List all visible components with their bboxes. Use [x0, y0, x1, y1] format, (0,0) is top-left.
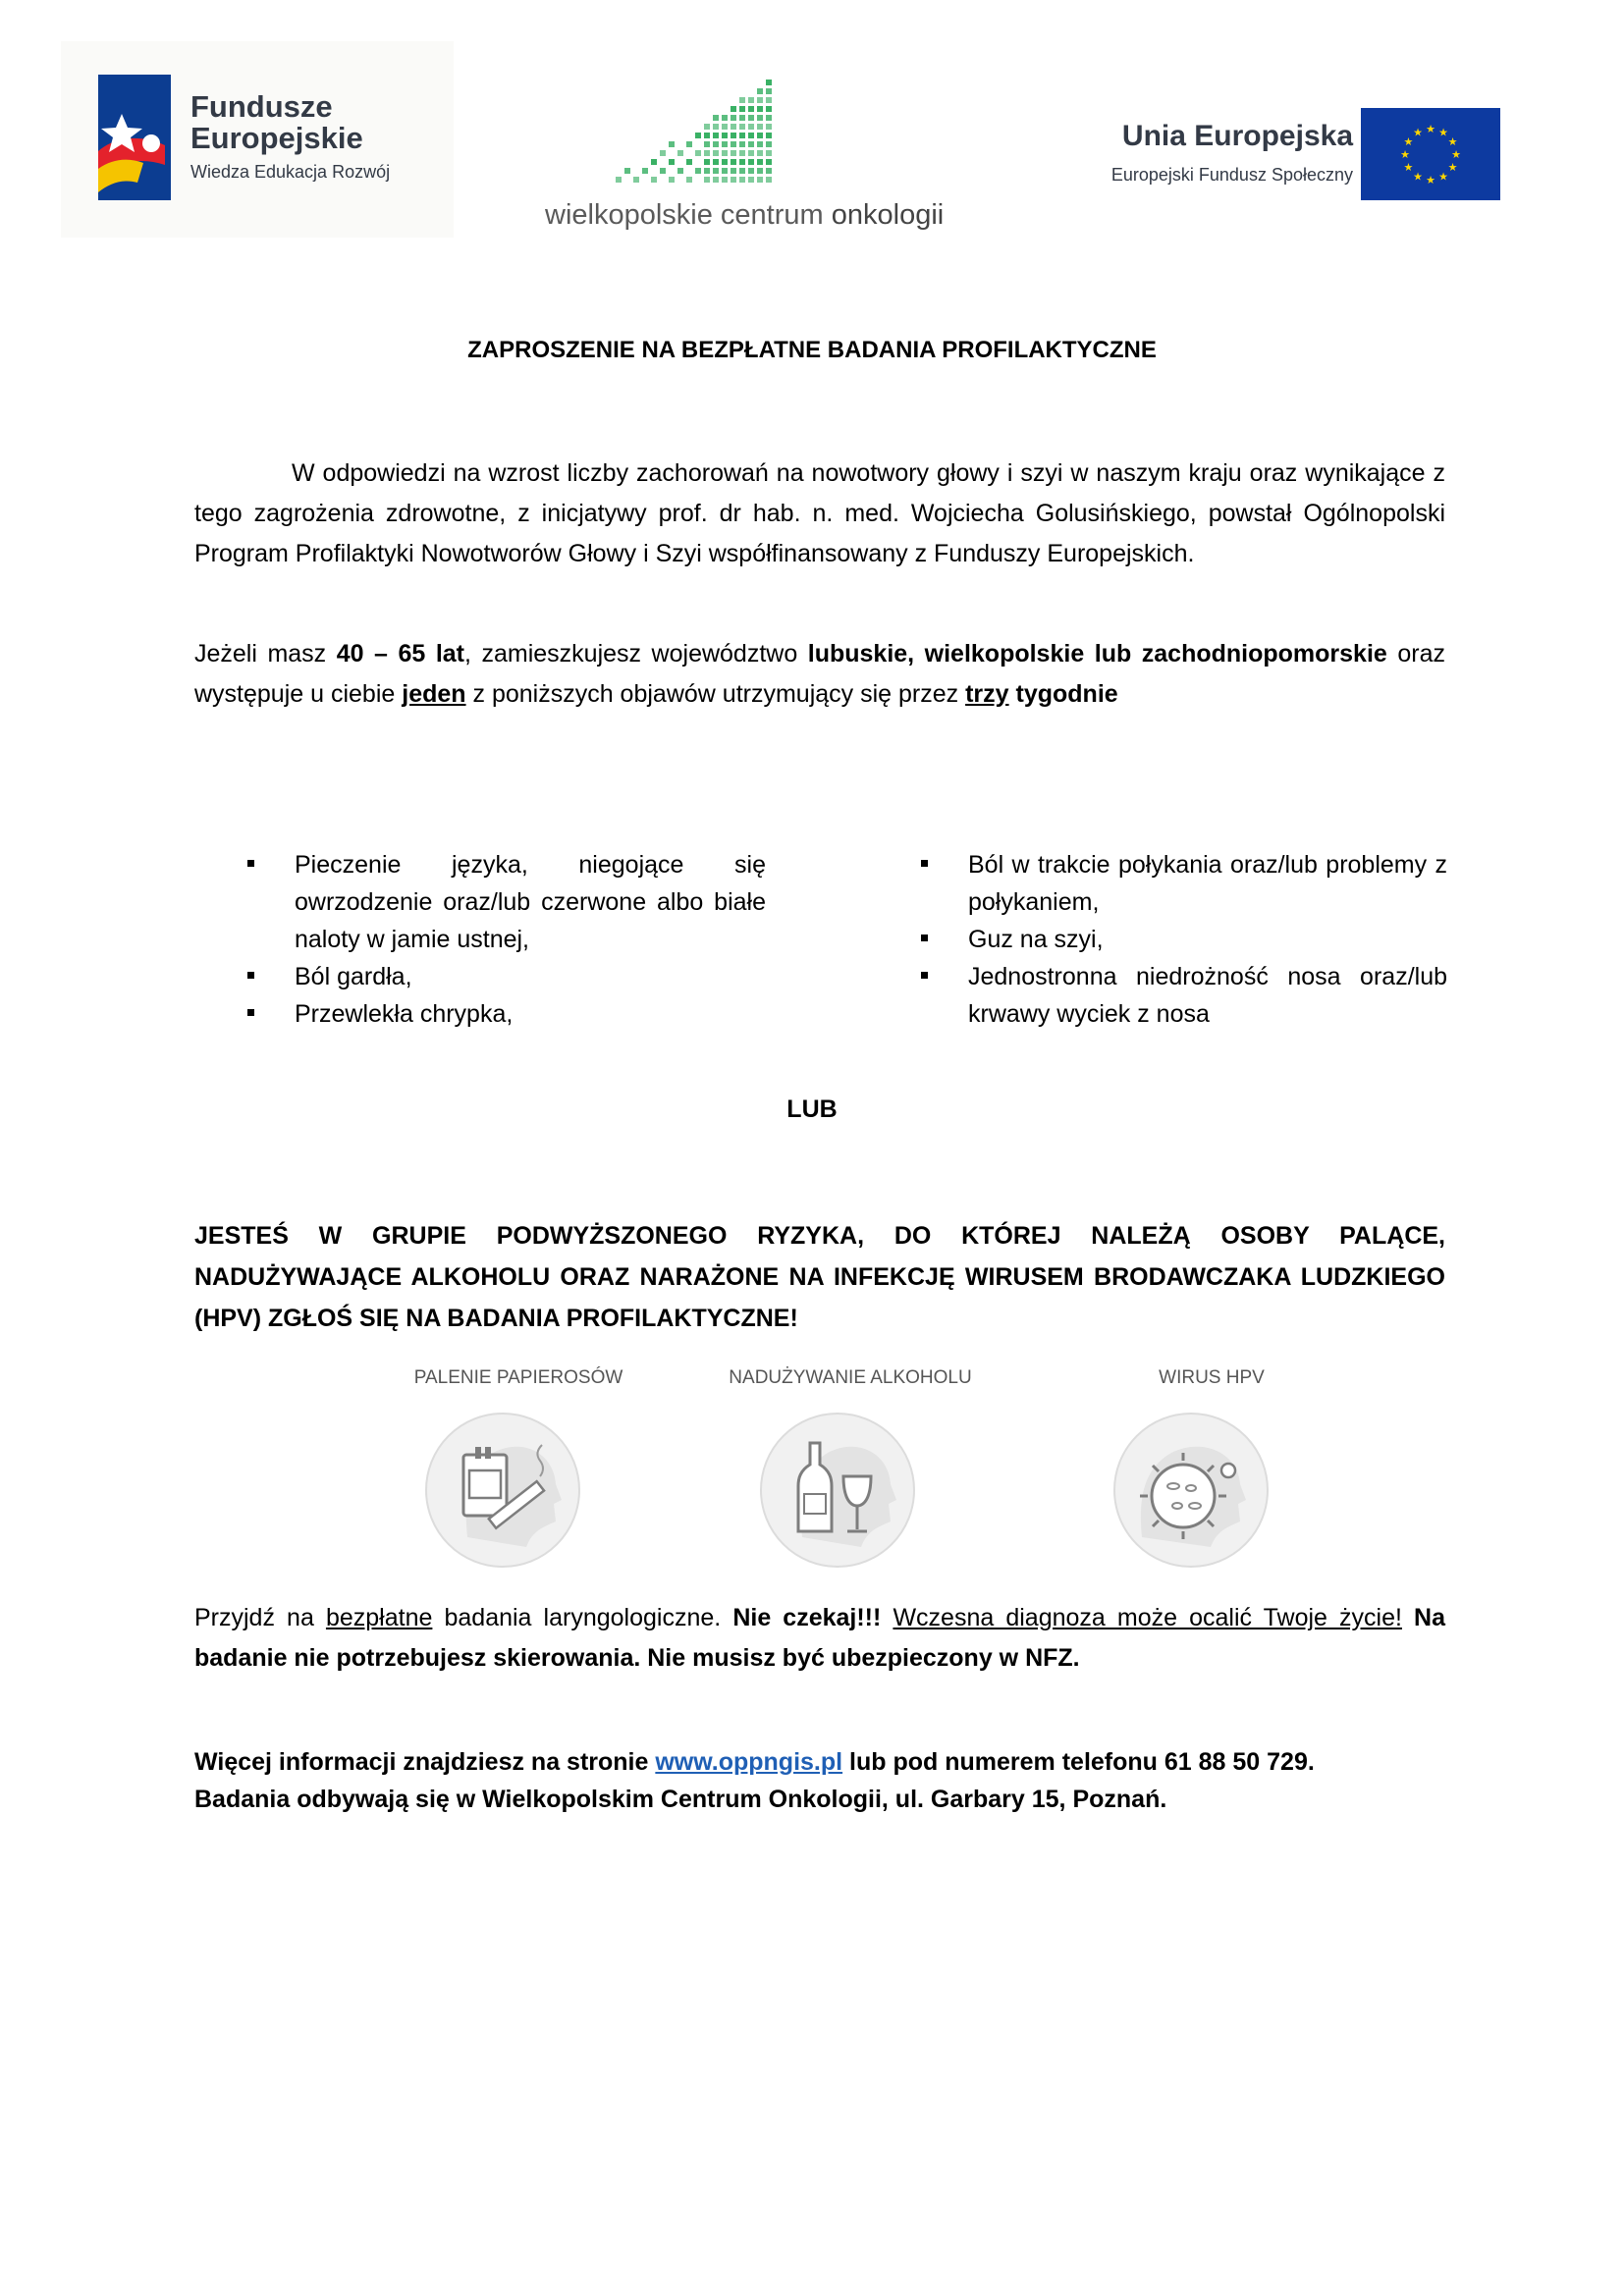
wco-pixel [739, 177, 745, 183]
wco-pixel [686, 177, 692, 183]
eu-flag-icon [1361, 108, 1500, 200]
criteria-regions: lubuskie, wielkopolskie lub [807, 640, 1132, 667]
wco-pixel [642, 168, 648, 174]
wco-pixel [722, 159, 728, 165]
wco-pixel [757, 159, 763, 165]
wco-pixel [748, 106, 754, 112]
wco-pixel [731, 159, 736, 165]
wco-pixel [669, 177, 675, 183]
eu-star-icon: ★ [1426, 124, 1435, 135]
wco-pixel [748, 115, 754, 121]
criteria-age: 40 – 65 lat [336, 640, 464, 667]
risk-label-alcohol: NADUŻYWANIE ALKOHOLU [729, 1367, 972, 1388]
criteria-weeks: tygodnie [1015, 680, 1118, 708]
wco-pixel [748, 97, 754, 103]
criteria-one: jeden [402, 680, 466, 708]
list-item: Pieczenie języka, niegojące się owrzodzenie oraz/lub czerwone albo białe naloty w jamie ustnej, [247, 846, 766, 958]
wco-pixel [739, 168, 745, 174]
list-item: Ból w trakcie połykania oraz/lub problemy z połykaniem, [921, 846, 1447, 921]
eu-star-icon: ★ [1426, 175, 1435, 187]
wco-pixel [766, 168, 772, 174]
cta-text: badania laryngologiczne. [444, 1604, 722, 1631]
wco-pixel [757, 115, 763, 121]
list-item: Przewlekła chrypka, [247, 995, 766, 1033]
fundusze-europejskie-logo [61, 41, 454, 238]
wco-pixel [695, 150, 701, 156]
wco-pixel [739, 141, 745, 147]
wco-pixel [766, 115, 772, 121]
wco-pixel [739, 159, 745, 165]
wco-pixel [731, 115, 736, 121]
wco-pixel [748, 159, 754, 165]
wco-pixel [766, 124, 772, 130]
website-link[interactable]: www.oppngis.pl [655, 1748, 843, 1776]
list-item: Ból gardła, [247, 958, 766, 995]
criteria-text: , zamieszkujesz województwo [464, 640, 798, 667]
wco-pixel [669, 159, 675, 165]
fe-flag-icon [94, 75, 171, 200]
wco-pixel [633, 177, 639, 183]
wco-pixel [757, 106, 763, 112]
wco-pixel [731, 133, 736, 138]
wco-pixel [731, 106, 736, 112]
smoking-icon [424, 1410, 581, 1571]
wco-pixel [766, 80, 772, 85]
wco-pixel [731, 168, 736, 174]
wco-pixel [739, 106, 745, 112]
contact-text: Więcej informacji znajdziesz na stronie [194, 1748, 649, 1776]
wco-pixel [677, 168, 683, 174]
criteria-text: z poniższych objawów utrzymujący się przez [472, 680, 959, 708]
wco-pixel [766, 133, 772, 138]
contact-address: Badania odbywają się w Wielkopolskim Centrum Onkologii, ul. Garbary 15, Poznań. [194, 1786, 1167, 1813]
eu-star-icon: ★ [1413, 127, 1423, 139]
criteria-text: Jeżeli masz [194, 640, 327, 667]
eu-star-icon: ★ [1447, 136, 1458, 148]
wco-pixel [704, 141, 710, 147]
wco-pixel [766, 141, 772, 147]
eu-star-icon: ★ [1403, 136, 1414, 148]
wco-pixel [757, 141, 763, 147]
contact-phone: lub pod numerem telefonu 61 88 50 729. [849, 1748, 1315, 1776]
cta-early-diagnosis: Wczesna diagnoza może ocalić Twoje życie! [893, 1604, 1402, 1631]
eu-star-icon: ★ [1451, 149, 1461, 161]
list-item: Jednostronna niedrożność nosa oraz/lub krwawy wyciek z nosa [921, 958, 1447, 1033]
wco-logo-text [545, 199, 944, 232]
wco-pixel [704, 150, 710, 156]
wco-pixel [722, 124, 728, 130]
wco-pixel [660, 168, 666, 174]
wco-pixel [722, 133, 728, 138]
risk-label-hpv: WIRUS HPV [1159, 1367, 1265, 1388]
wco-pixel [722, 141, 728, 147]
wco-pixel [766, 159, 772, 165]
wco-logo-text-bold: onkologii [831, 199, 945, 231]
virus-icon [1112, 1410, 1270, 1571]
wco-pixel [766, 97, 772, 103]
criteria-regions: zachodniopomorskie [1141, 640, 1387, 667]
wco-pixel [660, 150, 666, 156]
eu-star-icon: ★ [1403, 162, 1414, 174]
wco-pixel [686, 141, 692, 147]
wco-pixel [748, 141, 754, 147]
eu-star-icon: ★ [1413, 171, 1423, 184]
fe-logo-line2: Europejskie [190, 121, 363, 155]
wco-pixel [748, 124, 754, 130]
wco-pixel [739, 97, 745, 103]
wco-pixel [731, 124, 736, 130]
list-item: Guz na szyi, [921, 921, 1447, 958]
cta-paragraph [194, 1598, 1445, 1679]
wco-pixel [651, 177, 657, 183]
wco-pixel [748, 168, 754, 174]
wco-pixel [704, 177, 710, 183]
wco-pixel [739, 133, 745, 138]
wco-pixel [651, 159, 657, 165]
wco-pixel [704, 124, 710, 130]
criteria-three: trzy [965, 680, 1009, 708]
wco-pixel [748, 133, 754, 138]
risk-label-smoking: PALENIE PAPIEROSÓW [413, 1367, 623, 1388]
wco-pixel [739, 124, 745, 130]
cta-text: Przyjdź na [194, 1604, 314, 1631]
wco-pixel [757, 88, 763, 94]
wco-pixel [704, 159, 710, 165]
wco-logo [545, 79, 945, 236]
wco-pixel [713, 115, 719, 121]
wco-pixel [713, 124, 719, 130]
criteria-text: oraz występuje u ciebie [194, 640, 1445, 708]
wco-pixel [748, 177, 754, 183]
risk-group-paragraph: JESTEŚ W GRUPIE PODWYŻSZONEGO RYZYKA, DO KTÓREJ NALEŻĄ OSOBY PALĄCE, NADUŻYWAJĄCE ALKOHOLU ORAZ NARAŻONE NA INFEKCJĘ WIRUSEM BRODAWCZAKA LUDZKIEGO (HPV) ZGŁOŚ SIĘ NA BADANIA PROFILAKTYCZNE! [194, 1222, 1445, 1332]
symptoms-left-list [247, 846, 766, 1033]
fe-logo-tagline: Wiedza Edukacja Rozwój [190, 162, 391, 182]
cta-no-referral: Na badanie nie potrzebujesz skierowania. Nie musisz być ubezpieczony w NFZ. [194, 1604, 1446, 1672]
eu-star-icon: ★ [1400, 149, 1410, 161]
eu-star-icon: ★ [1447, 162, 1458, 174]
wco-pixel [704, 168, 710, 174]
wco-pixel [722, 150, 728, 156]
wco-pixel [713, 168, 719, 174]
wco-pixel [677, 150, 683, 156]
wco-pixel [616, 177, 622, 183]
wco-pixel-icon [545, 79, 938, 196]
wco-pixel [757, 177, 763, 183]
wco-pixel [739, 115, 745, 121]
wco-pixel [757, 124, 763, 130]
wco-pixel [739, 150, 745, 156]
wco-pixel [757, 133, 763, 138]
wco-pixel [766, 88, 772, 94]
cta-free: bezpłatne [325, 1604, 433, 1631]
page-title: ZAPROSZENIE NA BEZPŁATNE BADANIA PROFILAKTYCZNE [467, 337, 1157, 363]
ue-logo-subtitle: Europejski Fundusz Społeczny [1110, 165, 1353, 185]
symptoms-right-list [921, 846, 1447, 1033]
wco-pixel [722, 115, 728, 121]
wco-pixel [713, 141, 719, 147]
wco-pixel [669, 141, 675, 147]
wco-pixel [686, 159, 692, 165]
wco-pixel [713, 177, 719, 183]
wco-pixel [704, 133, 710, 138]
wco-pixel [695, 133, 701, 138]
ue-logo-title: Unia Europejska [1121, 120, 1353, 152]
or-label: LUB [786, 1095, 838, 1123]
wco-pixel [766, 150, 772, 156]
criteria-paragraph [194, 634, 1445, 715]
wco-pixel [766, 177, 772, 183]
wco-pixel [757, 150, 763, 156]
eu-star-icon: ★ [1438, 171, 1448, 184]
wco-pixel [713, 133, 719, 138]
wco-pixel [713, 159, 719, 165]
wco-pixel [713, 150, 719, 156]
wco-pixel [766, 106, 772, 112]
wco-pixel [757, 168, 763, 174]
wco-pixel [722, 177, 728, 183]
eu-star-icon: ★ [1438, 127, 1448, 139]
alcohol-icon [759, 1410, 916, 1571]
cta-dont-wait: Nie czekaj!!! [732, 1604, 882, 1631]
wco-pixel [757, 97, 763, 103]
intro-paragraph: W odpowiedzi na wzrost liczby zachorowań na nowotwory głowy i szyi w naszym kraju oraz wynikające z tego zagrożenia zdrowotne, z inicjatywy prof. dr hab. n. med. Wojciecha Golusińskiego, powstał Ogólnopolski Program Profilaktyki Nowotworów Głowy i Szyi współfinansowany z Funduszy Europejskich. [194, 459, 1445, 567]
fe-logo-line1: Fundusze [190, 89, 333, 124]
contact-paragraph [194, 1743, 1445, 1818]
wco-pixel [748, 150, 754, 156]
unia-europejska-logo [1031, 108, 1522, 216]
wco-pixel [695, 168, 701, 174]
wco-pixel [731, 141, 736, 147]
wco-pixel [624, 168, 630, 174]
wco-pixel [731, 150, 736, 156]
wco-pixel [722, 168, 728, 174]
wco-pixel [731, 177, 736, 183]
wco-logo-text-light: wielkopolskie centrum [545, 199, 824, 231]
